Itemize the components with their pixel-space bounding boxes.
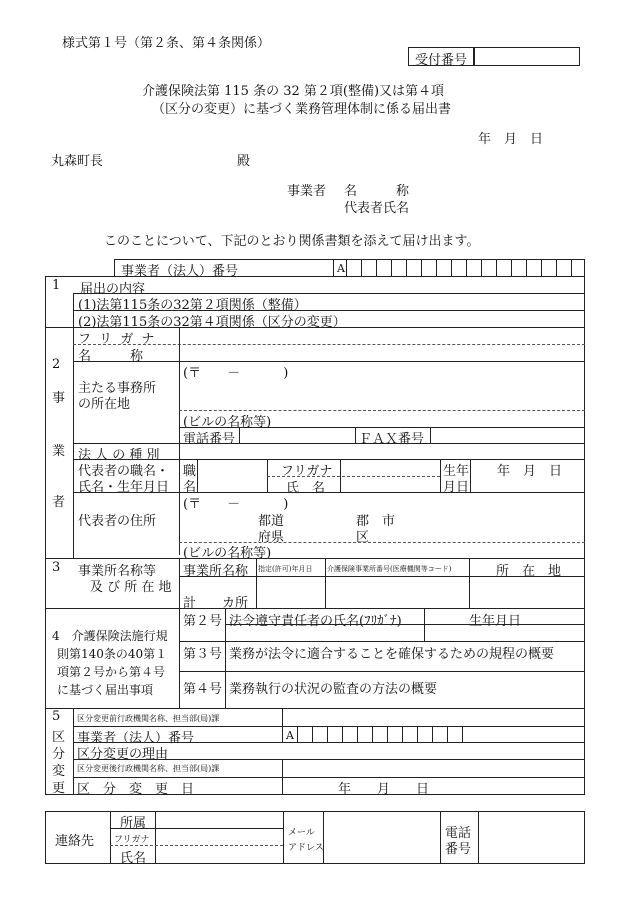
no2-label: 第２号 xyxy=(183,614,223,629)
contact-phone-label-2: 番号 xyxy=(445,842,472,857)
email-input[interactable] xyxy=(324,812,439,863)
birth-label-1: 生年 xyxy=(443,464,470,479)
office-label-2: の所在地 xyxy=(78,397,131,412)
s5-a-prefix: A xyxy=(286,729,294,742)
section4-label-1: 4 介護保険法施行規 xyxy=(52,629,168,643)
section4-label-3: 項第２号から第４号 xyxy=(57,665,166,679)
addressee: 丸森町長 xyxy=(51,154,104,169)
section3-label-2: 及 び 所 在 地 xyxy=(90,580,172,595)
section1-item1[interactable]: (1)法第115条の32第２項関係（整備） xyxy=(78,298,307,313)
honorific: 殿 xyxy=(237,154,251,169)
rep-building-name[interactable]: (ビルの名称等) xyxy=(183,546,272,561)
corp-name-input[interactable] xyxy=(180,345,584,360)
section1-item2[interactable]: (2)法第115条の32第４項関係（区分の変更） xyxy=(78,315,346,330)
mail-label-1: メール xyxy=(288,828,315,838)
change-date-ymd[interactable]: 年 月 日 xyxy=(338,782,430,797)
rep-info-label-1: 代表者の職名・ xyxy=(78,464,170,479)
col-office-code: 介護保険事業所番号(医療機関等コード) xyxy=(327,565,452,573)
section1-title: 届出の内容 xyxy=(80,282,146,297)
business-name-label: 名 称 xyxy=(344,184,410,199)
business-label: 事業者 xyxy=(287,184,327,199)
affiliation-label: 所属 xyxy=(120,816,147,831)
corp-type-label: 法 人 の 種 別 xyxy=(78,448,160,463)
no3-text: 業務が法令に適合することを確保するための規程の概要 xyxy=(229,647,555,662)
corp-name-label: 名 称 xyxy=(78,349,144,364)
no3-label: 第３号 xyxy=(183,647,223,662)
office-count-total[interactable]: 計 カ所 xyxy=(183,596,249,611)
rep-title-label-1: 職 xyxy=(183,464,197,479)
a-prefix: A xyxy=(337,262,345,275)
after-agency-label: 区分変更後行政機関名称、担当部(局)課 xyxy=(77,764,220,773)
receipt-number-input[interactable] xyxy=(473,47,580,66)
section5-vertical-4: 更 xyxy=(52,781,66,796)
section2-vertical-3: 者 xyxy=(52,495,66,510)
s5-business-number-cells[interactable] xyxy=(297,726,585,742)
section5-vertical-2: 分 xyxy=(52,747,66,762)
rep-address-label: 代表者の住所 xyxy=(78,514,157,529)
gun-city-label: 郡 市 xyxy=(356,514,396,529)
contact-label: 連絡先 xyxy=(55,834,95,849)
no4-label: 第４号 xyxy=(183,682,223,697)
contact-phone-input[interactable] xyxy=(479,812,584,863)
phone-label: 電話番号 xyxy=(183,432,236,447)
no4-text: 業務執行の状況の監査の方法の概要 xyxy=(229,682,438,697)
change-date-label: 区 分 変 更 日 xyxy=(77,782,195,797)
section2-vertical-1: 事 xyxy=(52,391,66,406)
birth-ymd[interactable]: 年 月 日 xyxy=(497,464,563,479)
contact-phone-label-1: 電話 xyxy=(445,826,472,841)
representative-label: 代表者氏名 xyxy=(344,201,410,216)
section4-label-4: に基づく届出事項 xyxy=(57,683,154,697)
title-line-2: （区分の変更）に基づく業務管理体制に係る届出書 xyxy=(152,102,452,117)
change-reason-label: 区分変更の理由 xyxy=(77,747,169,762)
section3-label-1: 事業所名称等 xyxy=(78,564,157,579)
office-label-1: 主たる事務所 xyxy=(78,381,157,396)
ku-label: 区 xyxy=(356,530,370,545)
col-designation-date: 指定(許可)年月日 xyxy=(258,565,313,573)
section2-vertical-2: 業 xyxy=(52,444,66,459)
title-line-1: 介護保険法第 115 条の 32 第２項(整備)又は第４項 xyxy=(142,84,445,99)
pref-label-1: 都道 xyxy=(258,514,285,529)
birth-label-2: 月日 xyxy=(443,480,470,495)
receipt-label: 受付番号 xyxy=(415,53,468,68)
affiliation-input[interactable] xyxy=(156,812,282,827)
rep-title-label-2: 名 xyxy=(183,480,197,495)
date-label: 年 月 日 xyxy=(478,132,544,147)
section4-label-2: 則第140条の40第１ xyxy=(57,647,168,661)
fax-label: ＦＡＸ番号 xyxy=(359,432,425,447)
form-number: 様式第１号（第２条、第４条関係） xyxy=(62,36,271,51)
rep-info-label-2: 氏名・生年月日 xyxy=(78,480,170,495)
furigana-input[interactable] xyxy=(180,328,584,343)
business-number-label: 事業者（法人）番号 xyxy=(121,264,239,279)
intro-text: このことについて、下記のとおり関係書類を添えて届け出ます。 xyxy=(104,234,480,249)
business-number-cells[interactable] xyxy=(346,259,585,277)
section2-number: 2 xyxy=(52,357,61,372)
section5-vertical-3: 変 xyxy=(52,764,66,779)
s5-business-number-label: 事業者（法人）番号 xyxy=(77,731,195,746)
before-agency-label: 区分変更前行政機関名称、担当部(局)課 xyxy=(77,714,220,723)
col-address: 所 在 地 xyxy=(496,564,562,579)
rep-furigana-label: フリガナ xyxy=(281,464,333,479)
mail-label-2: アドレス xyxy=(288,843,324,853)
rep-name-label: 氏 名 xyxy=(286,481,326,496)
pref-label-2: 府県 xyxy=(258,530,285,545)
furigana-label: フ リ ガ ナ xyxy=(78,332,157,347)
no2-birth-label: 生年月日 xyxy=(469,614,522,629)
postal-code[interactable]: (〒 － ) xyxy=(183,366,289,381)
contact-furigana-label: フリガナ xyxy=(114,835,150,845)
section5-number: 5 xyxy=(52,709,61,724)
no2-text: 法令遵守責任者の氏名(ﾌﾘｶﾞﾅ) xyxy=(229,614,402,629)
rep-postal-code[interactable]: (〒 － ) xyxy=(183,497,289,512)
section1-number: 1 xyxy=(52,278,61,293)
col-office-name: 事業所名称 xyxy=(183,564,249,579)
section5-vertical-1: 区 xyxy=(52,730,66,745)
section3-number: 3 xyxy=(52,560,61,575)
building-name[interactable]: (ビルの名称等) xyxy=(183,415,272,430)
contact-name-label: 氏名 xyxy=(120,851,147,866)
